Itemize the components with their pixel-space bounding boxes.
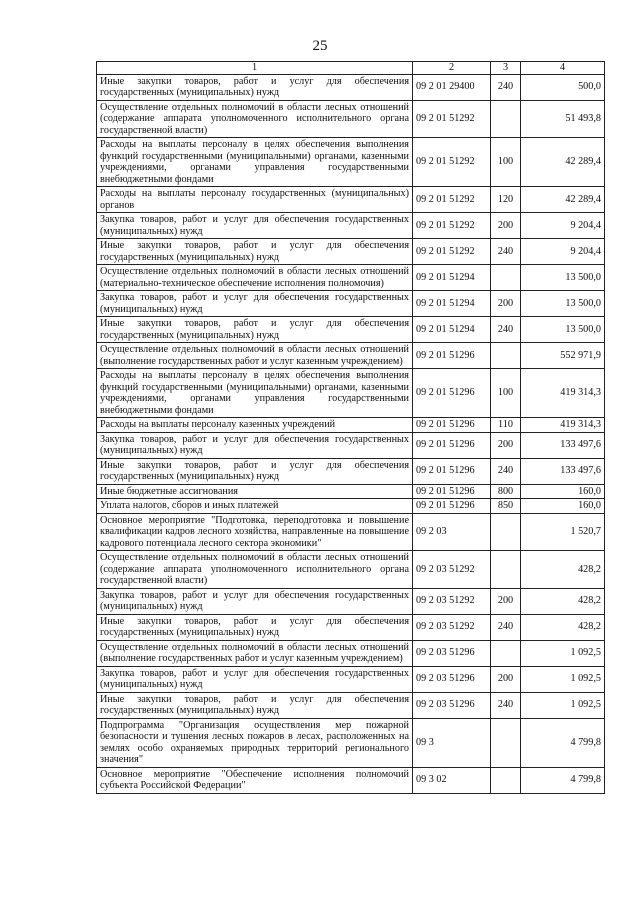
row-expense-type [491, 767, 521, 793]
row-name: Подпрограмма "Организация осуществления мер пожарной безопасности и тушения лесных пожаров в лесах, расположенных на землях особо охраняемых природных территорий регионального значения" [97, 718, 413, 767]
row-name: Уплата налогов, сборов и иных платежей [97, 499, 413, 514]
row-expense-type [491, 551, 521, 589]
row-expense-type: 200 [491, 213, 521, 239]
row-code: 09 2 01 29400 [413, 74, 491, 100]
table-row [97, 265, 605, 291]
row-expense-type [491, 100, 521, 138]
row-expense-type: 100 [491, 138, 521, 187]
row-name: Осуществление отдельных полномочий в области лесных отношений (выполнение государственных работ и услуг казенным учреждением) [97, 343, 413, 369]
row-code: 09 2 01 51294 [413, 265, 491, 291]
row-name: Осуществление отдельных полномочий в области лесных отношений (материально-техническое обеспечение исполнения полномочия) [97, 265, 413, 291]
row-name: Основное мероприятие "Обеспечение исполнения полномочий субъекта Российской Федерации" [97, 767, 413, 793]
row-name: Расходы на выплаты персоналу в целях обеспечения выполнения функций государственными (муниципальными) органами, казенными учреждениями, органами управления государственными внебюджетными фондами [97, 138, 413, 187]
row-amount: 51 493,8 [521, 100, 605, 138]
header-col-2: 2 [413, 62, 491, 75]
row-name: Расходы на выплаты персоналу государственных (муниципальных) органов [97, 187, 413, 213]
row-name: Закупка товаров, работ и услуг для обеспечения государственных (муниципальных) нужд [97, 588, 413, 614]
row-amount: 9 204,4 [521, 213, 605, 239]
table-header-row [97, 62, 605, 75]
row-amount: 13 500,0 [521, 291, 605, 317]
row-name: Иные бюджетные ассигнования [97, 484, 413, 499]
row-expense-type: 200 [491, 291, 521, 317]
row-amount: 419 314,3 [521, 418, 605, 433]
row-amount: 428,2 [521, 551, 605, 589]
table-row [97, 74, 605, 100]
row-code: 09 2 03 51292 [413, 551, 491, 589]
row-name: Закупка товаров, работ и услуг для обеспечения государственных (муниципальных) нужд [97, 432, 413, 458]
header-col-3: 3 [491, 62, 521, 75]
header-col-1: 1 [97, 62, 413, 75]
row-code: 09 2 01 51296 [413, 499, 491, 514]
header-col-4: 4 [521, 62, 605, 75]
table-row [97, 513, 605, 551]
row-expense-type: 200 [491, 432, 521, 458]
budget-table [96, 61, 605, 794]
page-number: 25 [312, 38, 328, 54]
row-code: 09 2 01 51292 [413, 100, 491, 138]
row-amount: 428,2 [521, 588, 605, 614]
table-row [97, 484, 605, 499]
row-code: 09 2 01 51296 [413, 418, 491, 433]
row-name: Иные закупки товаров, работ и услуг для обеспечения государственных (муниципальных) нужд [97, 317, 413, 343]
table-body [97, 74, 605, 793]
row-expense-type: 240 [491, 692, 521, 718]
row-name: Осуществление отдельных полномочий в области лесных отношений (содержание аппарата уполномоченного исполнительного органа государственной власти) [97, 100, 413, 138]
table-row [97, 692, 605, 718]
row-code: 09 2 03 51296 [413, 692, 491, 718]
table-row [97, 418, 605, 433]
row-name: Иные закупки товаров, работ и услуг для обеспечения государственных (муниципальных) нужд [97, 692, 413, 718]
row-amount: 419 314,3 [521, 369, 605, 418]
row-expense-type: 200 [491, 588, 521, 614]
row-amount: 1 092,5 [521, 640, 605, 666]
row-amount: 552 971,9 [521, 343, 605, 369]
row-code: 09 2 01 51296 [413, 484, 491, 499]
table-row [97, 369, 605, 418]
row-name: Иные закупки товаров, работ и услуг для обеспечения государственных (муниципальных) нужд [97, 74, 413, 100]
row-expense-type [491, 640, 521, 666]
row-code: 09 2 03 [413, 513, 491, 551]
row-name: Осуществление отдельных полномочий в области лесных отношений (выполнение государственных работ и услуг казенным учреждением) [97, 640, 413, 666]
row-amount: 9 204,4 [521, 239, 605, 265]
row-code: 09 2 01 51292 [413, 187, 491, 213]
row-expense-type: 850 [491, 499, 521, 514]
row-expense-type: 100 [491, 369, 521, 418]
row-expense-type [491, 265, 521, 291]
row-name: Расходы на выплаты персоналу казенных учреждений [97, 418, 413, 433]
row-code: 09 2 03 51292 [413, 588, 491, 614]
table-row [97, 100, 605, 138]
row-expense-type: 240 [491, 458, 521, 484]
row-expense-type: 240 [491, 317, 521, 343]
table-row [97, 640, 605, 666]
row-amount: 500,0 [521, 74, 605, 100]
row-amount: 428,2 [521, 614, 605, 640]
table-row [97, 767, 605, 793]
row-code: 09 2 01 51292 [413, 138, 491, 187]
row-amount: 160,0 [521, 484, 605, 499]
table-row [97, 551, 605, 589]
table-row [97, 317, 605, 343]
row-code: 09 2 03 51296 [413, 640, 491, 666]
row-expense-type [491, 513, 521, 551]
row-code: 09 2 01 51292 [413, 213, 491, 239]
table-row [97, 213, 605, 239]
row-code: 09 2 01 51292 [413, 239, 491, 265]
row-code: 09 2 01 51296 [413, 432, 491, 458]
table-row [97, 239, 605, 265]
row-code: 09 2 01 51296 [413, 458, 491, 484]
table-row [97, 343, 605, 369]
row-name: Осуществление отдельных полномочий в области лесных отношений (содержание аппарата уполномоченного исполнительного органа государственной власти) [97, 551, 413, 589]
table-row [97, 187, 605, 213]
row-expense-type [491, 718, 521, 767]
table-row [97, 291, 605, 317]
table-row [97, 138, 605, 187]
row-name: Иные закупки товаров, работ и услуг для обеспечения государственных (муниципальных) нужд [97, 614, 413, 640]
row-code: 09 2 01 51294 [413, 291, 491, 317]
row-code: 09 2 01 51296 [413, 369, 491, 418]
row-amount: 42 289,4 [521, 187, 605, 213]
row-amount: 4 799,8 [521, 767, 605, 793]
row-code: 09 2 01 51294 [413, 317, 491, 343]
table-row [97, 432, 605, 458]
row-amount: 13 500,0 [521, 317, 605, 343]
row-expense-type: 240 [491, 74, 521, 100]
row-expense-type: 110 [491, 418, 521, 433]
row-expense-type: 240 [491, 614, 521, 640]
table-row [97, 718, 605, 767]
row-amount: 4 799,8 [521, 718, 605, 767]
row-amount: 1 092,5 [521, 692, 605, 718]
table-row [97, 614, 605, 640]
row-code: 09 3 02 [413, 767, 491, 793]
row-expense-type: 800 [491, 484, 521, 499]
row-expense-type: 200 [491, 666, 521, 692]
table-row [97, 666, 605, 692]
row-expense-type: 240 [491, 239, 521, 265]
table-row [97, 588, 605, 614]
row-expense-type [491, 343, 521, 369]
table-row [97, 499, 605, 514]
row-code: 09 2 01 51296 [413, 343, 491, 369]
row-amount: 42 289,4 [521, 138, 605, 187]
row-name: Расходы на выплаты персоналу в целях обеспечения выполнения функций государственными (муниципальными) органами, казенными учреждениями, органами управления государственными внебюджетными фондами [97, 369, 413, 418]
row-name: Основное мероприятие "Подготовка, переподготовка и повышение квалификации кадров лесного хозяйства, направленные на повышение кадрового потенциала лесного сектора экономики" [97, 513, 413, 551]
row-amount: 13 500,0 [521, 265, 605, 291]
row-name: Закупка товаров, работ и услуг для обеспечения государственных (муниципальных) нужд [97, 291, 413, 317]
row-expense-type: 120 [491, 187, 521, 213]
row-name: Иные закупки товаров, работ и услуг для обеспечения государственных (муниципальных) нужд [97, 239, 413, 265]
row-name: Закупка товаров, работ и услуг для обеспечения государственных (муниципальных) нужд [97, 666, 413, 692]
row-name: Закупка товаров, работ и услуг для обеспечения государственных (муниципальных) нужд [97, 213, 413, 239]
row-amount: 133 497,6 [521, 458, 605, 484]
row-amount: 133 497,6 [521, 432, 605, 458]
row-code: 09 3 [413, 718, 491, 767]
row-amount: 1 520,7 [521, 513, 605, 551]
row-amount: 1 092,5 [521, 666, 605, 692]
table-row [97, 458, 605, 484]
row-code: 09 2 03 51292 [413, 614, 491, 640]
row-name: Иные закупки товаров, работ и услуг для обеспечения государственных (муниципальных) нужд [97, 458, 413, 484]
row-code: 09 2 03 51296 [413, 666, 491, 692]
row-amount: 160,0 [521, 499, 605, 514]
